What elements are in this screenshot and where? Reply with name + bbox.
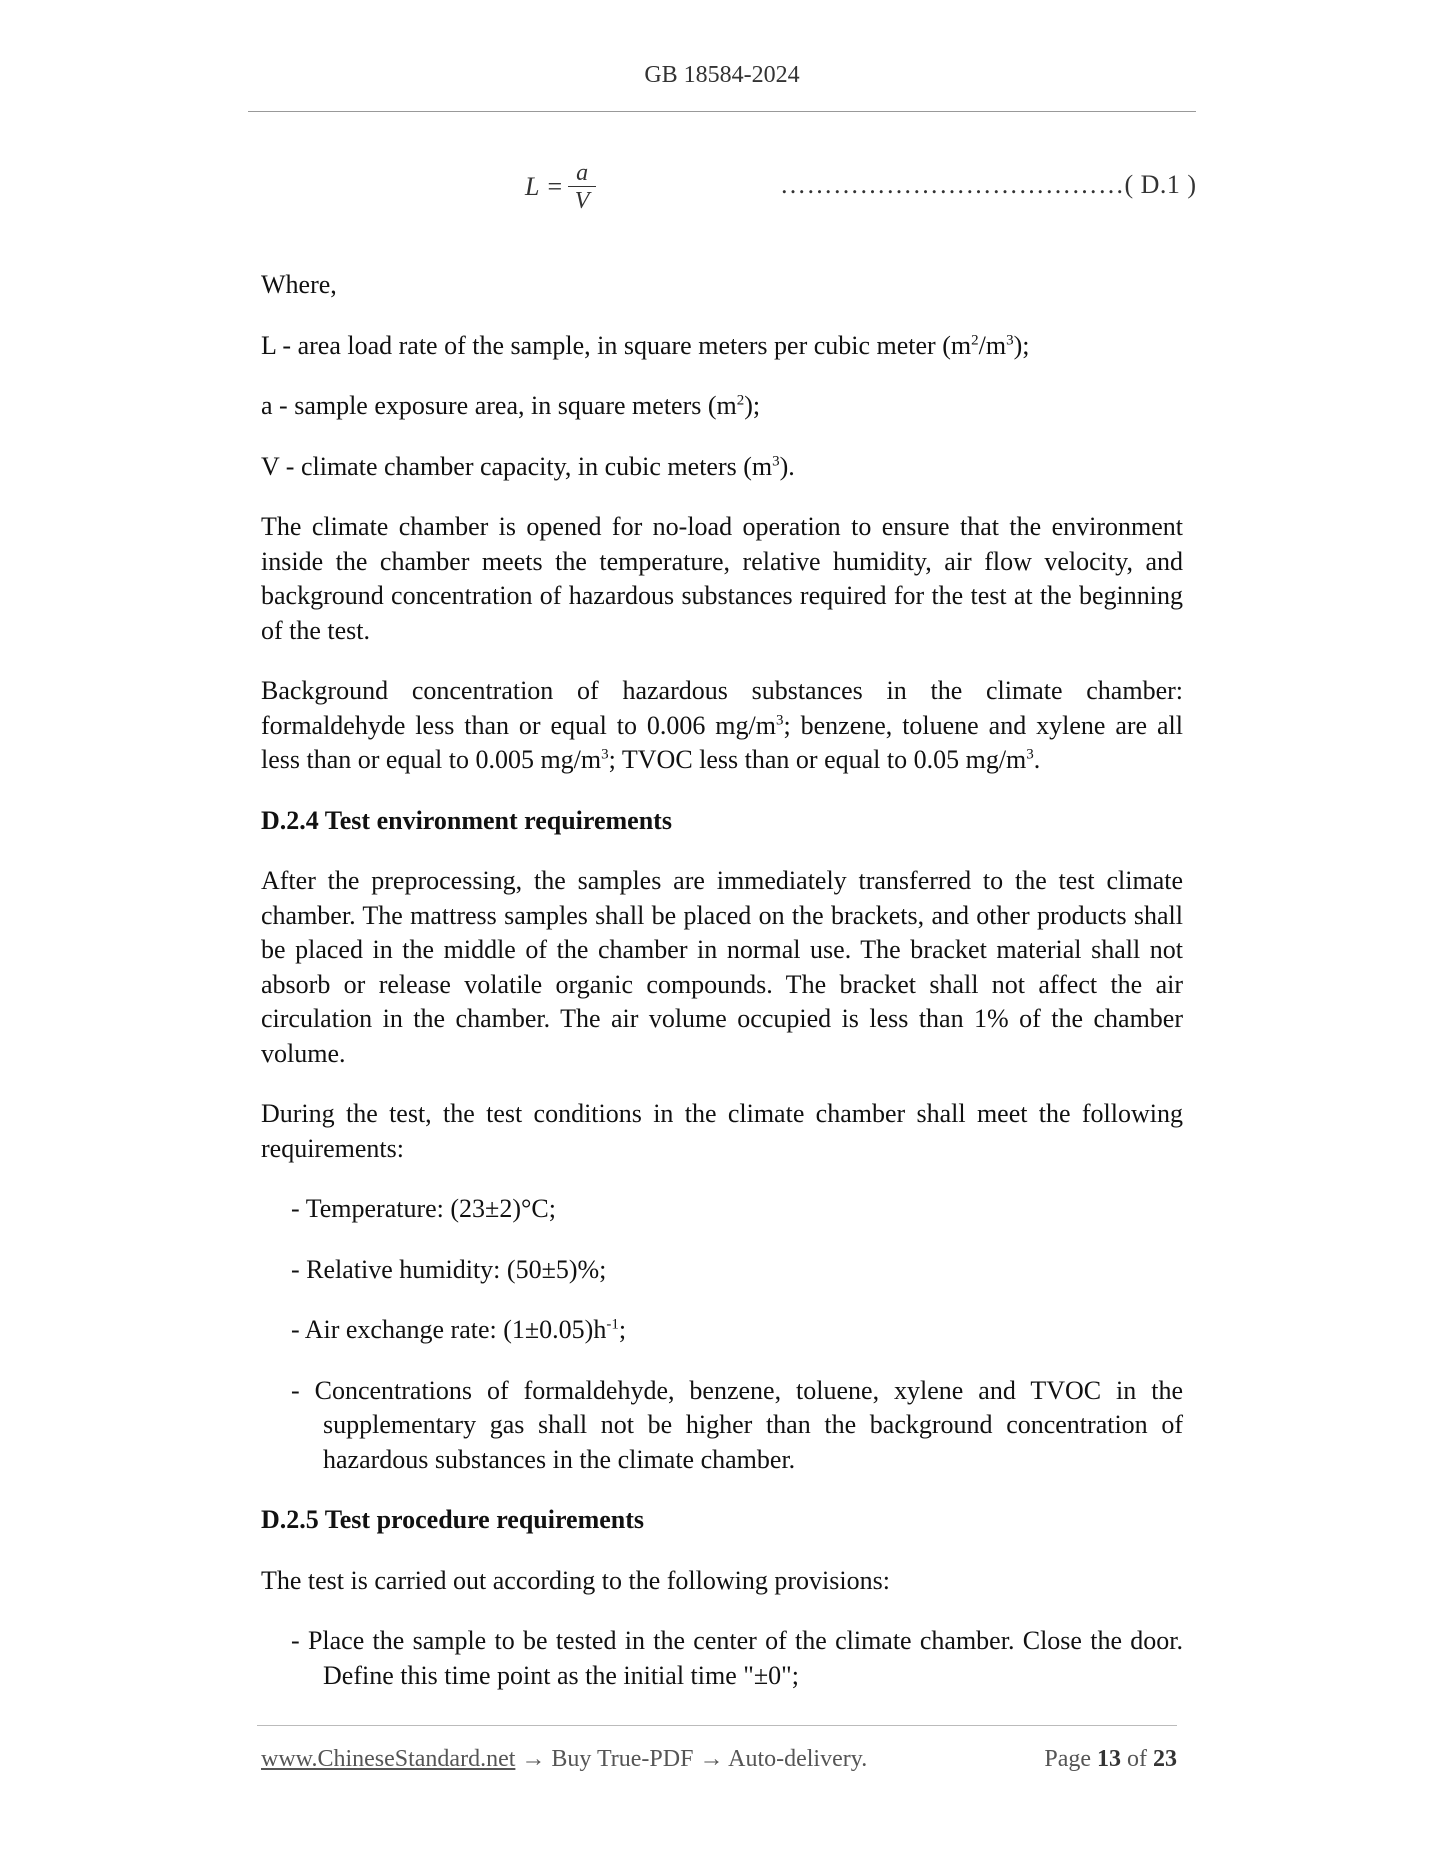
site-link[interactable]: www.ChineseStandard.net <box>261 1746 516 1772</box>
paragraph-background-concentration <box>261 674 1183 778</box>
formula-d1 <box>525 156 596 218</box>
footer-promo-text: → Buy True-PDF → Auto-delivery. <box>515 1746 868 1772</box>
list-item-temperature: - Temperature: (23±2)°C; <box>291 1194 556 1223</box>
bg-sup-3: 3 <box>1026 746 1034 763</box>
def-l-sup1: 2 <box>971 331 979 348</box>
page-footer <box>261 1746 1177 1773</box>
bg-text-2: ; benzene, toluene and xylene are all less than or equal to 0.005 mg/m <box>261 710 1183 774</box>
formula-number-line <box>780 170 1197 200</box>
def-l-sup2: 3 <box>1006 331 1014 348</box>
paragraph-provisions: The test is carried out according to the following provisions: <box>261 1565 890 1595</box>
def-v-sup: 3 <box>772 452 780 469</box>
bg-text-4: . <box>1033 745 1041 774</box>
formula-denominator: V <box>574 187 590 214</box>
formula-equals: = <box>547 172 563 201</box>
definition-a <box>261 389 1183 424</box>
def-v-end: ). <box>779 451 795 481</box>
page-body <box>261 268 1183 1719</box>
def-v-text: V - climate chamber capacity, in cubic meters (m <box>261 451 773 481</box>
list-item-humidity: - Relative humidity: (50±5)%; <box>291 1254 607 1284</box>
paragraph-test-conditions: During the test, the test conditions in the climate chamber shall meet the following requirements: <box>261 1099 1183 1163</box>
air-exchange-end: ; <box>618 1315 627 1344</box>
def-l-text: L - area load rate of the sample, in square meters per cubic meter (m <box>261 330 972 360</box>
def-a-text: a - sample exposure area, in square meters (m <box>261 391 737 420</box>
page-of: of <box>1127 1746 1147 1772</box>
page-label: Page <box>1044 1746 1091 1772</box>
paragraph-no-load: The climate chamber is opened for no-load operation to ensure that the environment inside the chamber meets the temperature, relative humidity, air flow velocity, and background concentration of hazardous substances required for the test at the beginning of the test. <box>261 512 1183 645</box>
header-divider <box>248 111 1196 112</box>
bg-sup-1: 3 <box>775 711 784 728</box>
where-label: Where, <box>261 270 337 299</box>
def-l-end: ); <box>1013 330 1030 360</box>
footer-promo <box>261 1746 867 1773</box>
def-a-sup: 2 <box>736 392 745 409</box>
air-exchange-sup: -1 <box>606 1316 619 1333</box>
list-item-concentrations: - Concentrations of formaldehyde, benzene, toluene, xylene and TVOC in the supplementary gas shall not be higher than the background concentration of hazardous substances in the climate chamber. <box>291 1375 1183 1474</box>
air-exchange-text: - Air exchange rate: (1±0.05)h <box>291 1315 607 1344</box>
def-a-end: ); <box>744 391 761 420</box>
bg-text-3: ; TVOC less than or equal to 0.05 mg/m <box>608 745 1027 774</box>
definition-v <box>261 450 1183 485</box>
page-current: 13 <box>1097 1746 1121 1772</box>
list-item-place-sample: - Place the sample to be tested in the center of the climate chamber. Close the door. Define this time point as the initial time "±0"; <box>291 1626 1183 1690</box>
bg-text-1: Background concentration of hazardous substances in the climate chamber: formaldehyde less than or equal to 0.006 mg/m <box>261 676 1183 740</box>
formula-numerator: a <box>576 159 589 186</box>
heading-d24: D.2.4 Test environment requirements <box>261 805 672 835</box>
footer-divider <box>257 1725 1177 1726</box>
page-header: GB 18584-2024 <box>644 62 800 88</box>
list-item-air-exchange <box>291 1313 1183 1348</box>
formula-number: ( D.1 ) <box>1124 170 1197 199</box>
paragraph-preprocessing: After the preprocessing, the samples are immediately transferred to the test climate chamber. The mattress samples shall be placed on the brackets, and other products shall be placed in the middle of the chamber in normal use. The bracket material shall not absorb or release volatile organic compounds. The bracket shall not affect the air circulation in the chamber. The air volume occupied is less than 1% of the chamber volume. <box>261 866 1183 1068</box>
page-indicator <box>1044 1746 1177 1773</box>
formula-leader-dots: ………………………………… <box>780 170 1125 199</box>
page-total: 23 <box>1153 1746 1177 1772</box>
formula-fraction <box>568 160 596 215</box>
def-l-mid: /m <box>978 330 1007 360</box>
heading-d25: D.2.5 Test procedure requirements <box>261 1505 645 1534</box>
definition-l <box>261 329 1183 364</box>
formula-lhs: L <box>525 172 540 201</box>
bg-sup-2: 3 <box>601 746 609 763</box>
